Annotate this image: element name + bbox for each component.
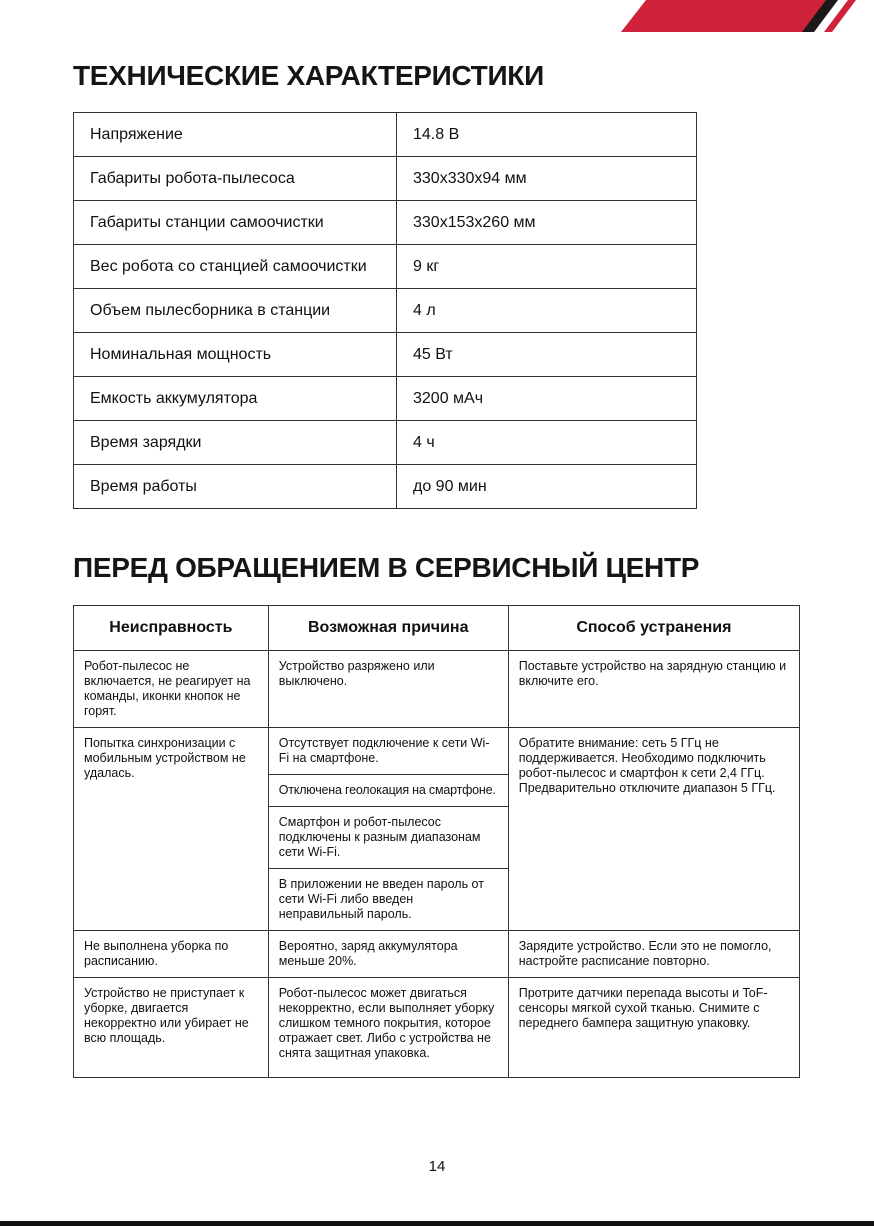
header-fix: Способ устранения — [508, 606, 799, 651]
spec-value: 4 л — [397, 289, 697, 333]
spec-value: 14.8 В — [397, 113, 697, 157]
spec-key: Габариты станции самоочистки — [74, 201, 397, 245]
spec-key: Номинальная мощность — [74, 333, 397, 377]
fault-cell: Попытка синхронизации с мобильным устройством не удалась. — [74, 728, 269, 931]
cause-cell: В приложении не введен пароль от сети Wi-Fi либо введен неправильный пароль. — [268, 869, 508, 931]
table-row — [74, 333, 697, 377]
troubleshooting-table — [73, 605, 800, 1078]
table-row — [74, 931, 800, 978]
header-row — [74, 606, 800, 651]
decorative-stripes — [474, 0, 874, 32]
table-row — [74, 245, 697, 289]
spec-key: Время работы — [74, 465, 397, 509]
fix-cell: Протрите датчики перепада высоты и ToF-сенсоры мягкой сухой тканью. Снимите с переднего бампера защитную упаковку. — [508, 978, 799, 1078]
spec-value: до 90 мин — [397, 465, 697, 509]
fault-cell: Устройство не приступает к уборке, двигается некорректно или убирает не всю площадь. — [74, 978, 269, 1078]
cause-cell: Смартфон и робот-пылесос подключены к разным диапазонам сети Wi-Fi. — [268, 807, 508, 869]
fix-cell: Зарядите устройство. Если это не помогло, настройте расписание повторно. — [508, 931, 799, 978]
spec-key: Время зарядки — [74, 421, 397, 465]
table-row — [74, 978, 800, 1078]
spec-value: 330х330х94 мм — [397, 157, 697, 201]
header-cause: Возможная причина — [268, 606, 508, 651]
table-row — [74, 289, 697, 333]
fix-cell: Поставьте устройство на зарядную станцию и включите его. — [508, 651, 799, 728]
spec-value: 45 Вт — [397, 333, 697, 377]
spec-key: Объем пылесборника в станции — [74, 289, 397, 333]
spec-key: Габариты робота-пылесоса — [74, 157, 397, 201]
specs-title: ТЕХНИЧЕСКИЕ ХАРАКТЕРИСТИКИ — [73, 60, 544, 91]
header-fault: Неисправность — [74, 606, 269, 651]
red-stripe — [621, 0, 836, 32]
service-title: ПЕРЕД ОБРАЩЕНИЕМ В СЕРВИСНЫЙ ЦЕНТР — [73, 552, 700, 583]
cause-cell: Вероятно, заряд аккумулятора меньше 20%. — [268, 931, 508, 978]
cause-cell: Отключена геолокация на смартфоне. — [268, 775, 508, 807]
spec-value: 330х153х260 мм — [397, 201, 697, 245]
table-row — [74, 421, 697, 465]
fault-cell: Не выполнена уборка по расписанию. — [74, 931, 269, 978]
cause-cell: Устройство разряжено или выключено. — [268, 651, 508, 728]
table-row — [74, 201, 697, 245]
fix-cell: Обратите внимание: сеть 5 ГГц не поддерживается. Необходимо подключить робот-пылесос и смартфон к сети 2,4 ГГц. Предварительно отключите диапазон 5 ГГц. — [508, 728, 799, 931]
cause-cell: Робот-пылесос может двигаться некорректно, если выполняет уборку слишком темного покрытия, которое отражает свет. Либо с устройства не снята защитная упаковка. — [268, 978, 508, 1078]
cause-cell: Отсутствует подключение к сети Wi-Fi на смартфоне. — [268, 728, 508, 775]
spec-value: 9 кг — [397, 245, 697, 289]
spec-value: 3200 мАч — [397, 377, 697, 421]
table-row — [74, 728, 800, 775]
fault-cell: Робот-пылесос не включается, не реагирует на команды, иконки кнопок не горят. — [74, 651, 269, 728]
specs-table — [73, 112, 697, 509]
bottom-divider — [0, 1221, 874, 1226]
spec-key: Напряжение — [74, 113, 397, 157]
spec-key: Вес робота со станцией самоочистки — [74, 245, 397, 289]
spec-value: 4 ч — [397, 421, 697, 465]
page-number: 14 — [428, 1158, 446, 1175]
table-row — [74, 113, 697, 157]
spec-key: Емкость аккумулятора — [74, 377, 397, 421]
table-row — [74, 651, 800, 728]
table-row — [74, 377, 697, 421]
table-row — [74, 157, 697, 201]
table-row — [74, 465, 697, 509]
